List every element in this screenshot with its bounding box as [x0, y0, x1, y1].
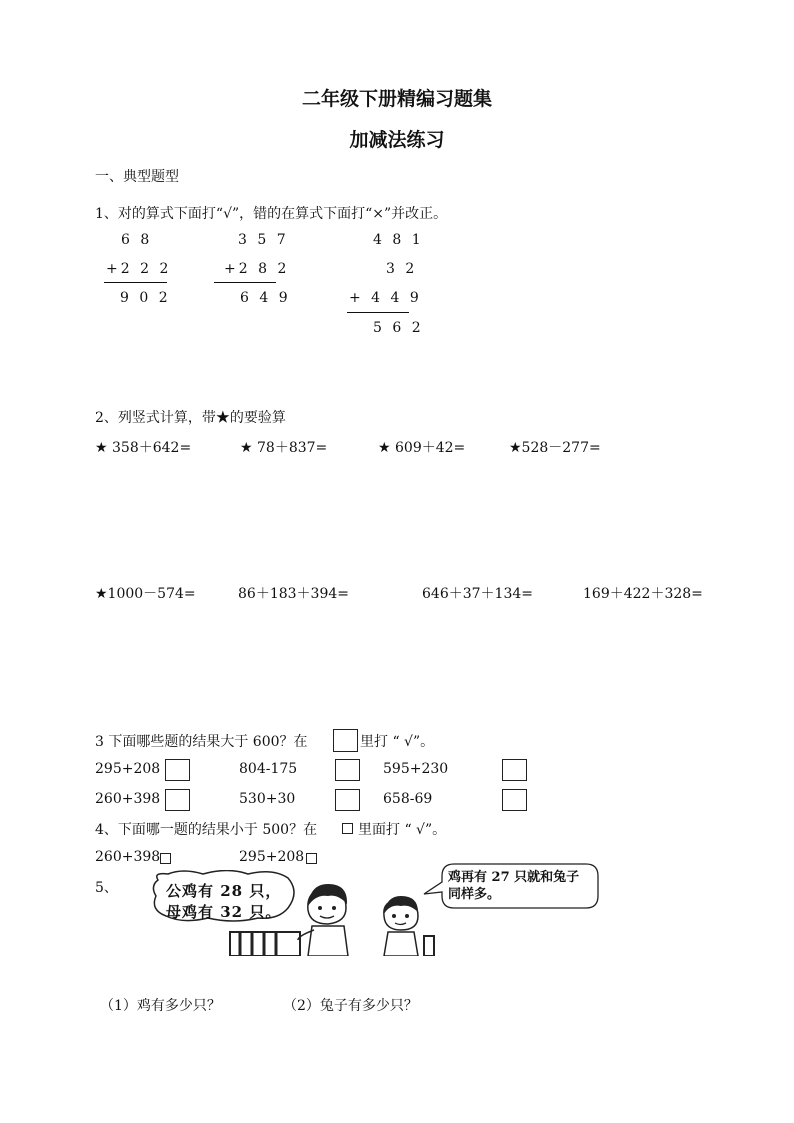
problem-1-addend: +2 2 2 [106, 261, 172, 277]
problem-3-second: 3 2 [386, 261, 418, 277]
question-5-number: 5、 [95, 880, 118, 896]
answer-checkbox[interactable] [165, 759, 190, 781]
answer-checkbox[interactable] [306, 853, 317, 864]
calc-item: ★528－277= [509, 440, 601, 456]
calc-item: ★1000－574= [95, 586, 196, 602]
answer-checkbox[interactable] [335, 789, 360, 811]
problem-2-result: 6 4 9 [240, 290, 291, 306]
calc-item: ★ 358＋642= [95, 440, 192, 456]
question-3-prompt-end: 里打 “ √”。 [360, 734, 435, 750]
q3-item: 260+398 [95, 791, 161, 807]
bubble-line-1: 鸡再有 27 只就和兔子 [448, 870, 580, 885]
problem-3-result: 5 6 2 [373, 320, 424, 336]
page-subtitle: 加减法练习 [349, 129, 445, 151]
answer-checkbox[interactable] [502, 789, 527, 811]
problem-3-third: + 4 4 9 [349, 290, 422, 306]
problem-1-result: 9 0 2 [120, 290, 171, 306]
sub-question-1: （1）鸡有多少只？ [100, 998, 221, 1014]
calc-item: 169＋422＋328= [583, 586, 703, 602]
q4-item: 295+208 [239, 849, 305, 865]
cartoon-speech-line-1: 公鸡有 28 只， [166, 882, 282, 900]
cartoon-speech-line-2: 母鸡有 32 只。 [166, 903, 282, 921]
problem-3-top: 4 8 1 [373, 232, 424, 248]
q3-item: 804-175 [239, 761, 298, 777]
problem-2-rule [214, 282, 276, 283]
calc-item: 86＋183＋394= [238, 586, 349, 602]
inline-answer-box [342, 823, 353, 834]
question-2-prompt: 2、列竖式计算，带★的要验算 [95, 410, 286, 426]
q3-item: 295+208 [95, 761, 161, 777]
problem-3-rule [347, 312, 409, 313]
q4-item: 260+398 [95, 849, 161, 865]
problem-1-rule [104, 282, 167, 283]
question-1-prompt: 1、对的算式下面打“√”，错的在算式下面打“×”并改正。 [95, 206, 448, 222]
problem-2-addend: +2 8 2 [224, 261, 290, 277]
answer-checkbox[interactable] [335, 759, 360, 781]
calc-item: ★ 609＋42= [378, 440, 466, 456]
bubble-line-2: 同样多。 [448, 887, 501, 902]
answer-checkbox[interactable] [165, 789, 190, 811]
answer-checkbox[interactable] [502, 759, 527, 781]
q3-item: 595+230 [383, 761, 449, 777]
calc-item: ★ 78＋837= [240, 440, 328, 456]
question-4-prompt-end: 里面打 “ √”。 [358, 822, 447, 838]
sub-question-2: （2）兔子有多少只？ [283, 998, 418, 1014]
q3-item: 658-69 [383, 791, 433, 807]
inline-answer-box [333, 729, 358, 752]
problem-1-top: 6 8 [121, 232, 153, 248]
section-heading: 一、典型题型 [95, 169, 179, 185]
calc-item: 646＋37＋134= [422, 586, 533, 602]
problem-2-top: 3 5 7 [238, 232, 289, 248]
page-title: 二年级下册精编习题集 [301, 88, 492, 110]
question-3-prompt-start: 3 下面哪些题的结果大于 600？在 [95, 734, 308, 750]
q3-item: 530+30 [239, 791, 296, 807]
question-4-prompt-start: 4、下面哪一题的结果小于 500？在 [95, 822, 318, 838]
answer-checkbox[interactable] [160, 853, 171, 864]
